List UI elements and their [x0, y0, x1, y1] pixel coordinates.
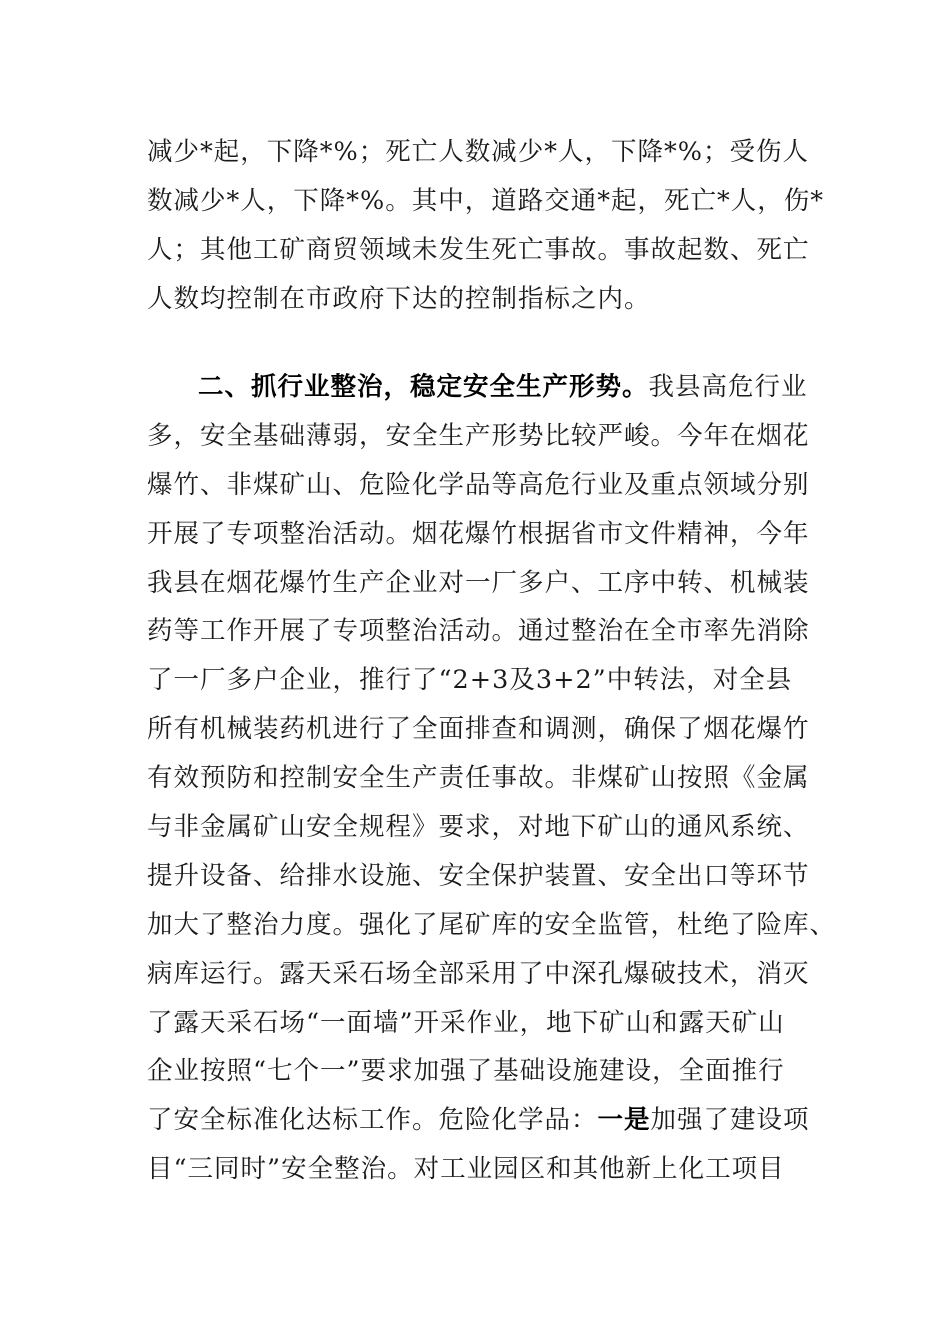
section-heading: 二、抓行业整治，稳定安全生产形势。 [198, 372, 649, 402]
text-line: 与非金属矿山安全规程》要求，对地下矿山的通风系统、 [147, 812, 810, 843]
text-line: 人；其他工矿商贸领域未发生死亡事故。事故起数、死亡 [147, 234, 810, 265]
text-line: 加大了整治力度。强化了尾矿库的安全监管，杜绝了险库、 [147, 909, 837, 940]
text-run: 了安全标准化达标工作。危险化学品： [147, 1105, 598, 1136]
text-run: 加强了建设项 [650, 1105, 810, 1136]
text-line: 有效预防和控制安全生产责任事故。非煤矿山按照《金属 [147, 763, 810, 794]
text-line: 药等工作开展了专项整治活动。通过整治在全市率先消除 [147, 616, 810, 647]
text-line: 减少*起，下降*%；死亡人数减少*人，下降*%；受伤人 [147, 137, 809, 167]
text-line: 人数均控制在市政府下达的控制指标之内。 [147, 283, 651, 314]
text-line [147, 1096, 810, 1145]
text-line: 目“三同时”安全整治。对工业园区和其他新上化工项目 [147, 1154, 785, 1185]
text-run: 我县高危行业 [648, 372, 808, 402]
text-line [147, 363, 807, 412]
text-line: 数减少*人，下降*%。其中，道路交通*起，死亡*人，伤* [147, 185, 824, 216]
emphasis-first: 一是 [597, 1105, 651, 1136]
text-line: 了一厂多户企业，推行了“2+3及3+2”中转法，对全县 [147, 665, 793, 696]
text-line: 多，安全基础薄弱，安全生产形势比较严峻。今年在烟花 [147, 420, 810, 451]
text-line: 企业按照“七个一”要求加强了基础设施建设，全面推行 [147, 1056, 785, 1087]
text-line: 了露天采石场“一面墙”开采作业，地下矿山和露天矿山 [147, 1007, 785, 1038]
text-line: 提升设备、给排水设施、安全保护装置、安全出口等环节 [147, 860, 810, 891]
paragraph-accident-statistics [147, 128, 824, 324]
text-line: 病库运行。露天采石场全部采用了中深孔爆破技术，消灭 [147, 958, 810, 989]
paragraph-industry-rectification [147, 363, 837, 1194]
text-line: 爆竹、非煤矿山、危险化学品等高危行业及重点领域分别 [147, 469, 810, 500]
text-line: 我县在烟花爆竹生产企业对一厂多户、工序中转、机械装 [147, 567, 810, 598]
text-line: 开展了专项整治活动。烟花爆竹根据省市文件精神，今年 [147, 518, 810, 549]
text-line: 所有机械装药机进行了全面排查和调测，确保了烟花爆竹 [147, 714, 810, 745]
